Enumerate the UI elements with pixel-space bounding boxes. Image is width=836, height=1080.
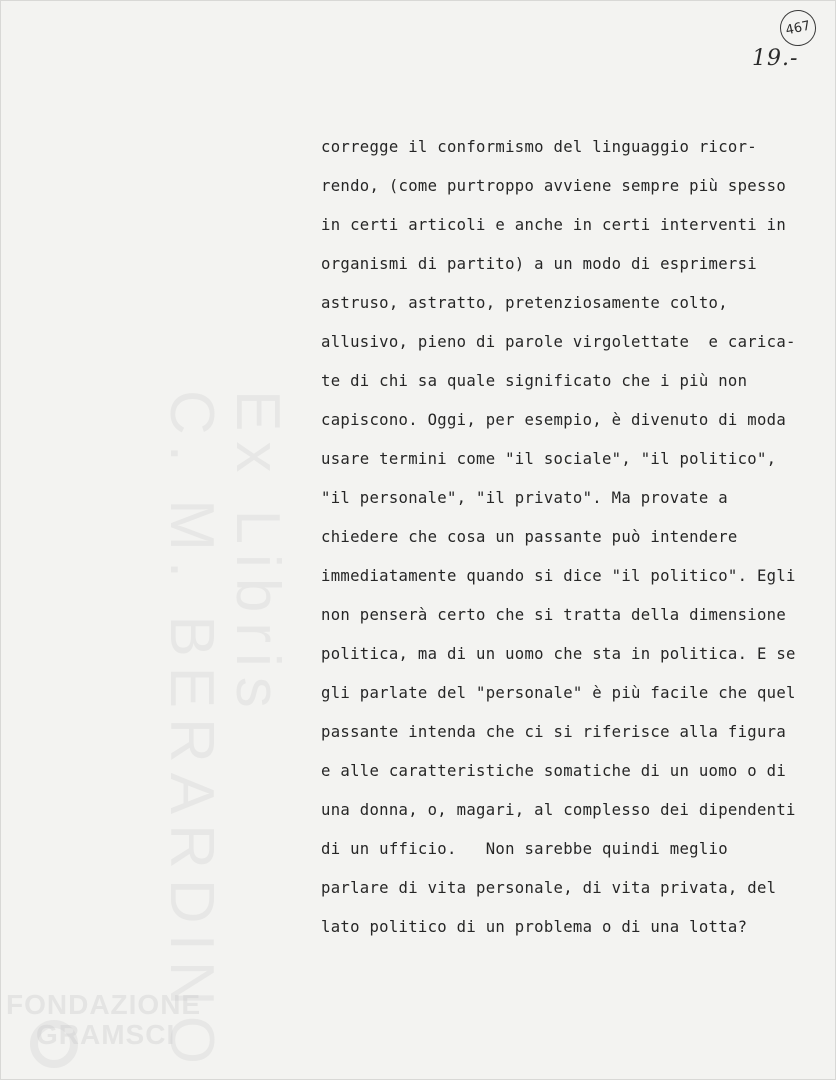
text-line: di un ufficio. Non sarebbe quindi meglio [321, 840, 728, 858]
text-line: passante intenda che ci si riferisce alla figura [321, 723, 787, 741]
text-line: corregge il conformismo del linguaggio ricor- [321, 138, 757, 156]
watermark-line-2: C. M. BERARDINO [157, 390, 226, 1074]
text-line: organismi di partito) a un modo di esprimersi [321, 255, 757, 273]
typed-text-body [321, 128, 796, 947]
text-line: usare termini come "il sociale", "il politico", [321, 450, 777, 468]
foundation-logo [6, 990, 201, 1050]
text-line: chiedere che cosa un passante può intendere [321, 528, 738, 546]
text-line: e alle caratteristiche somatiche di un uomo o di [321, 762, 787, 780]
text-line: capiscono. Oggi, per esempio, è divenuto di moda [321, 411, 787, 429]
text-line: gli parlate del "personale" è più facile che quel [321, 684, 796, 702]
logo-line-1: FONDAZIONE [6, 989, 202, 1020]
text-line: immediatamente quando si dice "il politico". Egli [321, 567, 796, 585]
page-number: 19.- [752, 46, 799, 71]
ex-libris-watermark [158, 390, 290, 1074]
text-line: lato politico di un problema o di una lotta? [321, 918, 748, 936]
text-line: una donna, o, magari, al complesso dei dipendenti [321, 801, 796, 819]
text-line: rendo, (come purtroppo avviene sempre più spesso [321, 177, 787, 195]
text-line: allusivo, pieno di parole virgolettate e carica- [321, 333, 796, 351]
text-line: non penserà certo che si tratta della dimensione [321, 606, 787, 624]
archive-number-stamp: 467 [777, 7, 820, 50]
text-line: in certi articoli e anche in certi interventi in [321, 216, 787, 234]
logo-line-2: GRAMSCI [36, 1019, 176, 1050]
text-line: parlare di vita personale, di vita privata, del [321, 879, 777, 897]
watermark-line-1: Ex Libris [223, 390, 292, 718]
text-line: astruso, astratto, pretenziosamente colto, [321, 294, 728, 312]
text-line: politica, ma di un uomo che sta in politica. E se [321, 645, 796, 663]
text-line: "il personale", "il privato". Ma provate a [321, 489, 728, 507]
text-line: te di chi sa quale significato che i più non [321, 372, 748, 390]
